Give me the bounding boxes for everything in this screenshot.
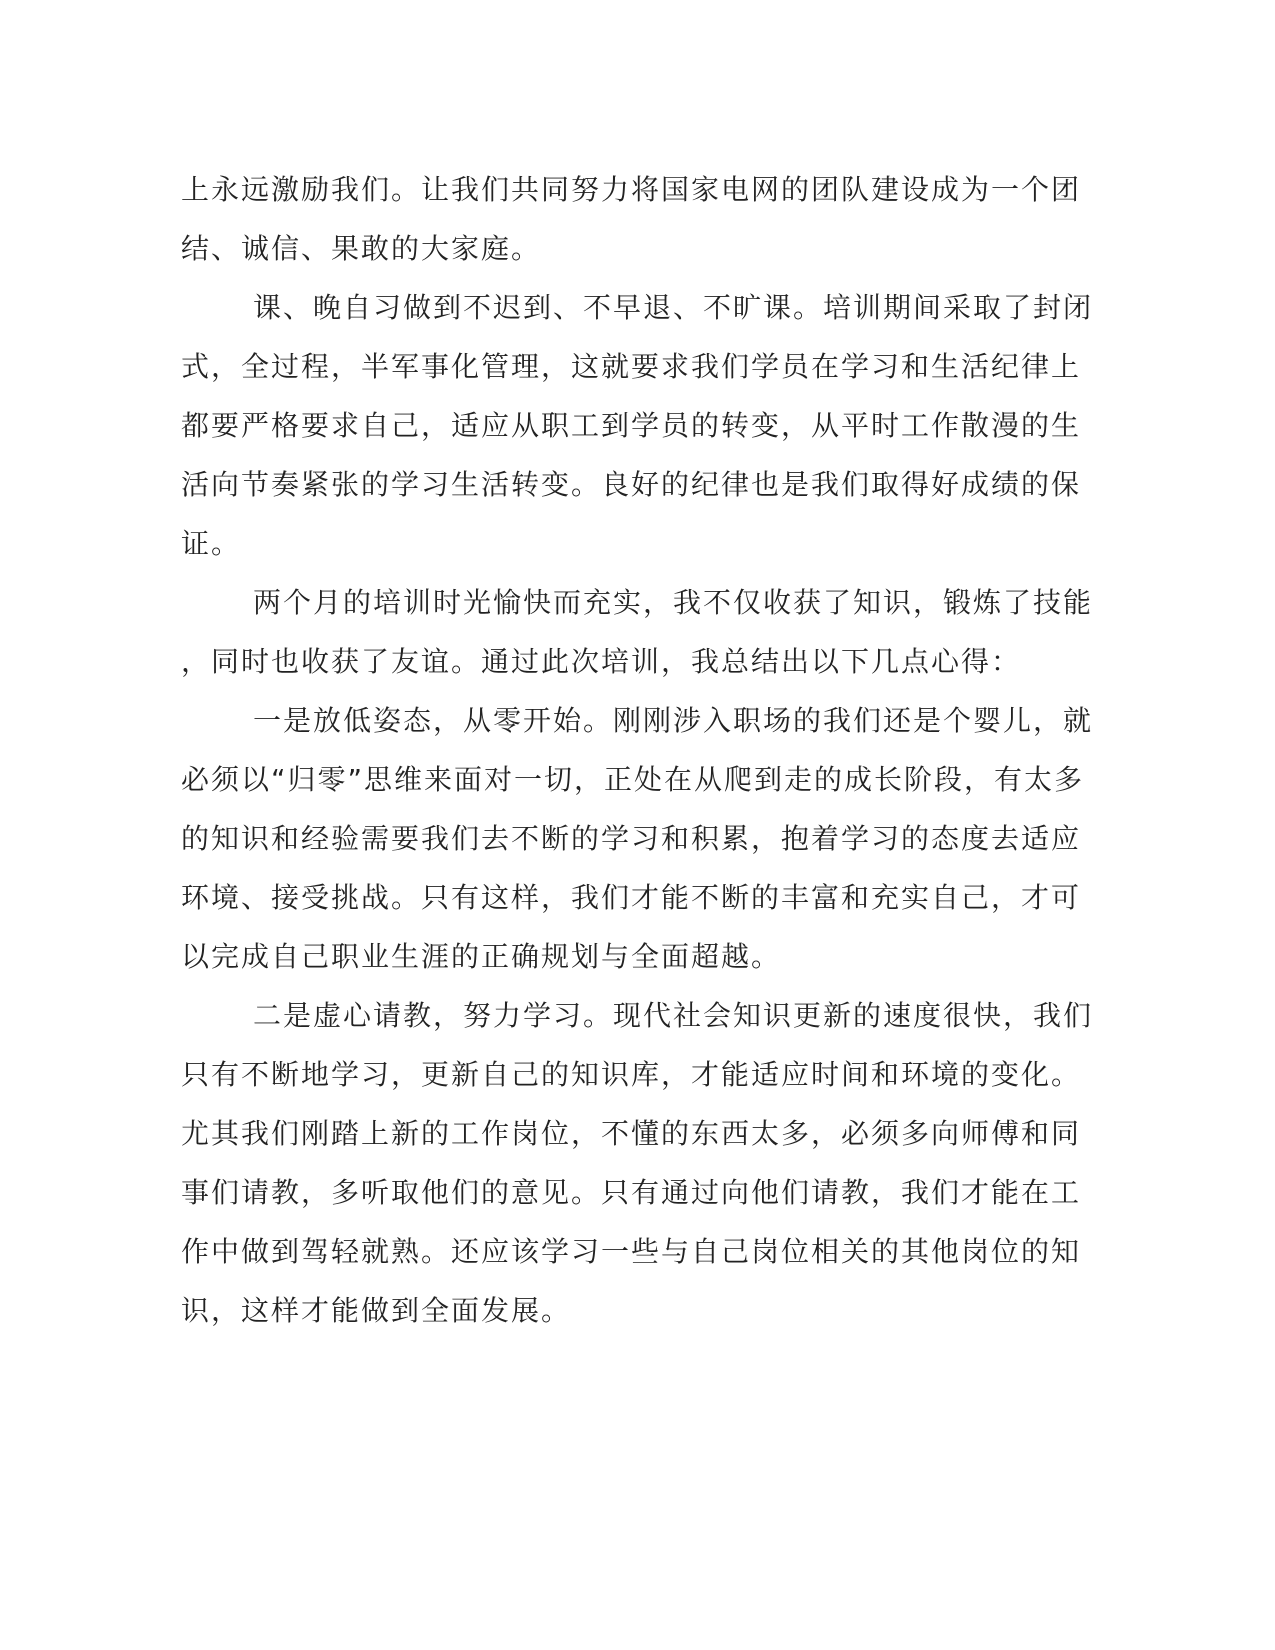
text-line: 上永远激励我们。让我们共同努力将国家电网的团队建设成为一个团 — [181, 173, 1082, 206]
text-line: 证。 — [181, 527, 242, 560]
text-line: 两个月的培训时光愉快而充实，我不仅收获了知识，锻炼了技能 — [253, 586, 1094, 619]
text-line: 必须以“归零”思维来面对一切，正处在从爬到走的成长阶段，有太多 — [181, 763, 1085, 796]
text-line: 事们请教，多听取他们的意见。只有通过向他们请教，我们才能在工 — [181, 1176, 1082, 1209]
text-line: 活向节奏紧张的学习生活转变。良好的纪律也是我们取得好成绩的保 — [181, 468, 1082, 501]
text-line: 只有不断地学习，更新自己的知识库，才能适应时间和环境的变化。 — [181, 1058, 1082, 1091]
document-body — [181, 160, 1094, 1340]
text-line: 以完成自己职业生涯的正确规划与全面超越。 — [181, 940, 782, 973]
text-line: 尤其我们刚踏上新的工作岗位，不懂的东西太多，必须多向师傅和同 — [181, 1117, 1082, 1150]
text-line: 作中做到驾轻就熟。还应该学习一些与自己岗位相关的其他岗位的知 — [181, 1235, 1082, 1268]
text-line: 都要严格要求自己，适应从职工到学员的转变，从平时工作散漫的生 — [181, 409, 1082, 442]
text-line: 式，全过程，半军事化管理，这就要求我们学员在学习和生活纪律上 — [181, 350, 1082, 383]
text-line: 结、诚信、果敢的大家庭。 — [181, 232, 542, 265]
text-line: 识，这样才能做到全面发展。 — [181, 1294, 572, 1327]
text-line: 二是虚心请教，努力学习。现代社会知识更新的速度很快，我们 — [253, 999, 1094, 1032]
text-line: 的知识和经验需要我们去不断的学习和积累，抱着学习的态度去适应 — [181, 822, 1082, 855]
text-line: 一是放低姿态，从零开始。刚刚涉入职场的我们还是个婴儿，就 — [253, 704, 1094, 737]
text-line: ，同时也收获了友谊。通过此次培训，我总结出以下几点心得： — [181, 645, 1022, 678]
text-line: 课、晚自习做到不迟到、不早退、不旷课。培训期间采取了封闭 — [253, 291, 1094, 324]
text-line: 环境、接受挑战。只有这样，我们才能不断的丰富和充实自己，才可 — [181, 881, 1082, 914]
